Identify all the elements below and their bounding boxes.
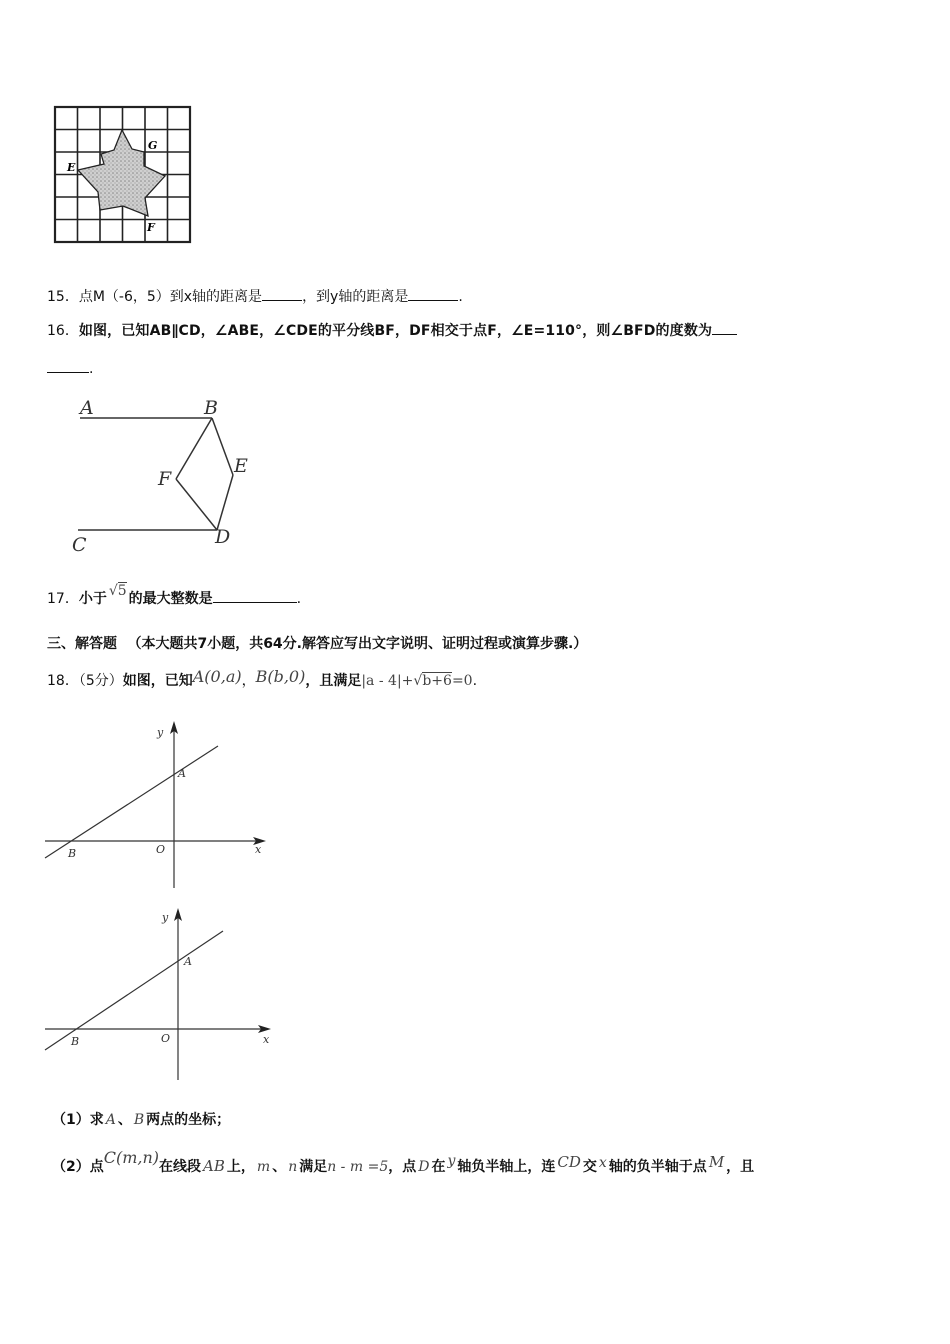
sub2-m: m [256, 1159, 271, 1175]
question-15 [47, 286, 463, 307]
fig16-label-b: B [204, 397, 218, 419]
g1-label-a: A [178, 767, 186, 780]
sub2-t3: 满足 [299, 1159, 328, 1175]
sub1-rest: 两点的坐标； [146, 1112, 231, 1128]
section-3-heading [47, 634, 587, 654]
q18-end: . [472, 673, 478, 689]
g2-label-b: B [71, 1035, 80, 1048]
sub2-t5: 在 [431, 1159, 446, 1175]
sub2-y: y [447, 1153, 456, 1169]
coordinate-graph-1 [40, 718, 272, 890]
sub2-ab: AB [203, 1157, 225, 1175]
section-3-title: 三、解答题 [47, 636, 117, 652]
question-17 [47, 583, 302, 609]
q18-sqrt: √b+6 [413, 673, 452, 689]
sub2-n: n [288, 1159, 298, 1175]
q18-point-b: B(b,0) [255, 667, 306, 686]
sub2-t8: 轴的负半轴于点 [608, 1159, 707, 1175]
sub2-cd: CD [557, 1153, 581, 1171]
q17-sqrt: √5 [108, 583, 127, 599]
q15-text-2: ，到y轴的距离是 [302, 289, 409, 305]
section-3-note: （本大题共7小题，共64分.解答应写出文字说明、证明过程或演算步骤.） [127, 636, 588, 652]
sub1-b: B [133, 1112, 145, 1128]
leaf-label-e: E [67, 161, 76, 174]
figure-16-parallel-lines [66, 394, 266, 556]
q15-end: . [458, 289, 463, 305]
question-16-cont [47, 358, 93, 379]
sub2-d: D [418, 1159, 430, 1175]
g1-label-b: B [68, 847, 77, 860]
leaf-grid-figure [52, 104, 194, 246]
q17-end: . [296, 591, 302, 607]
coordinate-graph-2 [40, 905, 276, 1083]
q17-text-2: 的最大整数是 [128, 591, 213, 607]
sub2-t9: ，且 [726, 1159, 755, 1175]
q17-radicand: 5 [117, 583, 127, 599]
q18-point-a: A(0,a) [192, 667, 242, 686]
sub2-m-point: M [708, 1153, 725, 1171]
sub-question-2 [52, 1148, 755, 1177]
fig16-label-e: E [234, 455, 248, 477]
segment-be [212, 418, 233, 475]
g2-label-a: A [184, 955, 192, 968]
line-ab [45, 931, 223, 1050]
sub-question-1 [52, 1110, 230, 1130]
sub2-t1: 在线段 [159, 1159, 202, 1175]
segment-bf [176, 418, 212, 479]
q18-score: （5分） [78, 673, 123, 689]
sub2-label: （2）点 [52, 1159, 104, 1175]
sub2-sep: 、 [272, 1159, 287, 1175]
fig16-label-a: A [80, 397, 94, 419]
sub2-t7: 交 [582, 1159, 597, 1175]
segment-ed [217, 475, 233, 530]
q15-blank-2 [408, 286, 458, 301]
q17-number: 17． [47, 591, 79, 607]
q18-eq0: =0 [451, 673, 473, 689]
sub1-sep: 、 [117, 1112, 132, 1128]
q18-abs: |a - 4| [361, 673, 402, 689]
q18-sqrt-arg: b+6 [422, 673, 452, 689]
sub2-cond: n - m =5 [327, 1159, 389, 1175]
fig16-label-f: F [158, 468, 172, 490]
fig16-label-c: C [72, 534, 87, 556]
q18-number: 18． [47, 673, 79, 689]
q16-blank-b [47, 358, 89, 373]
q15-blank-1 [262, 286, 302, 301]
g1-label-y: y [157, 726, 164, 739]
q18-text-1: 如图，已知 [122, 673, 193, 689]
sub2-x: x [598, 1155, 607, 1171]
q15-number: 15． [47, 289, 79, 305]
question-18 [47, 667, 478, 691]
q16-end: . [89, 361, 94, 377]
g1-label-x: x [255, 843, 262, 856]
q18-comma: ， [241, 673, 256, 689]
sub1-a: A [105, 1112, 116, 1128]
q17-blank [213, 588, 297, 603]
segment-fd [176, 479, 217, 530]
g2-label-o: O [161, 1032, 171, 1045]
g1-label-o: O [156, 843, 166, 856]
fig16-label-d: D [215, 526, 231, 548]
q17-text-1: 小于 [78, 591, 107, 607]
g2-label-x: x [263, 1033, 270, 1046]
q16-blank-a [712, 320, 737, 335]
q18-text-2: ，且满足 [305, 673, 362, 689]
sub1-label: （1）求 [52, 1112, 104, 1128]
sub2-c: C(m,n) [103, 1148, 160, 1167]
q16-number: 16． [47, 323, 79, 339]
q16-text: 如图，已知AB∥CD，∠ABE，∠CDE的平分线BF，DF相交于点F，∠E=110°，则∠BFD的度数为 [78, 323, 713, 339]
q18-plus: + [401, 673, 414, 689]
sub2-t4: ，点 [388, 1159, 417, 1175]
leaf-label-f: F [147, 221, 155, 234]
question-16 [47, 320, 737, 341]
leaf-label-g: G [148, 139, 158, 152]
sub2-t2: 上， [226, 1159, 255, 1175]
q15-text-1: 点M（-6，5）到x轴的距离是 [78, 289, 263, 305]
g2-label-y: y [162, 911, 169, 924]
sub2-t6: 轴负半轴上，连 [457, 1159, 556, 1175]
